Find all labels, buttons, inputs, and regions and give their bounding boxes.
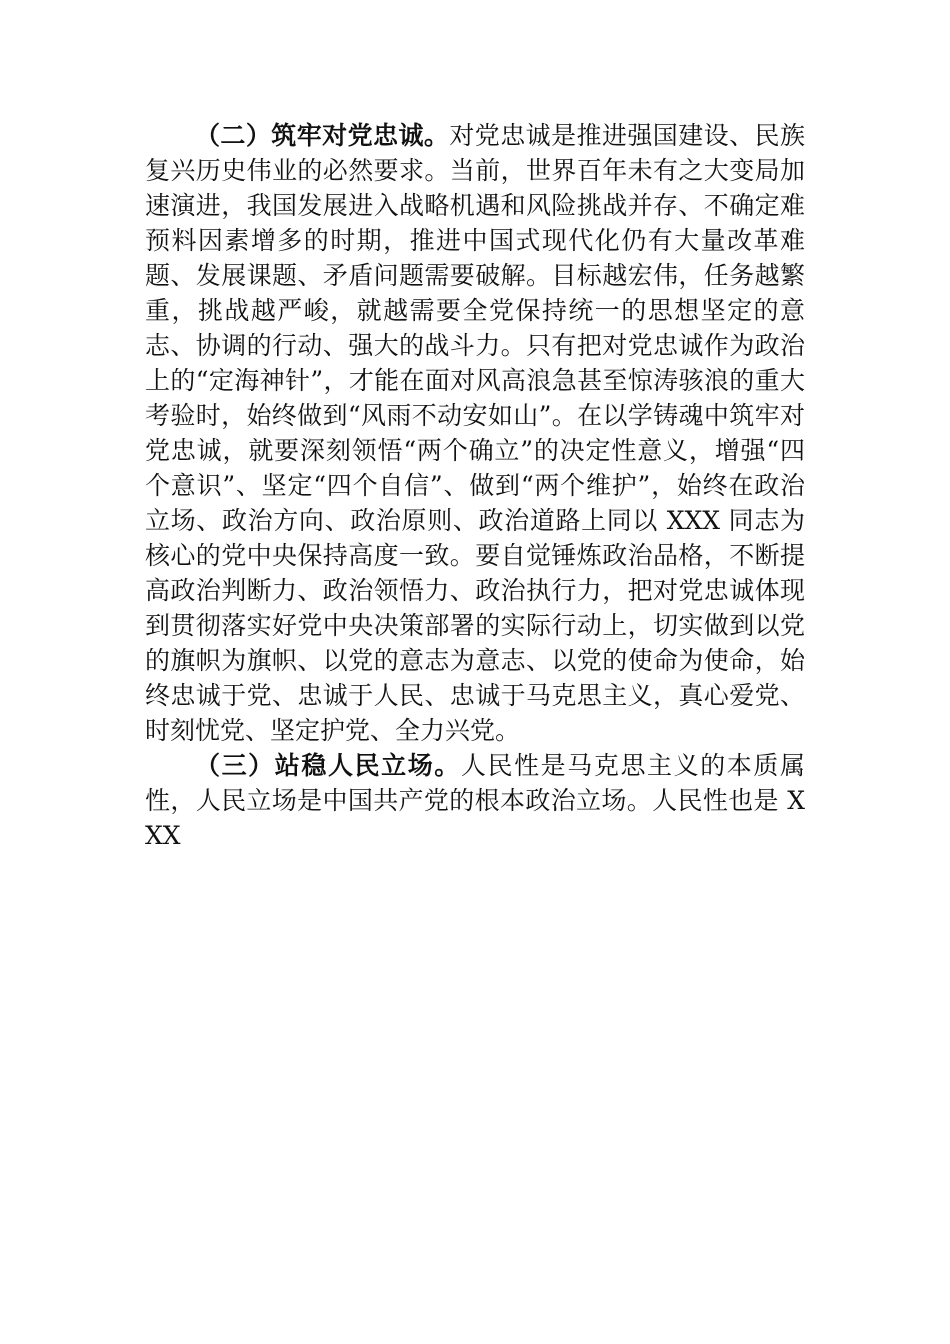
paragraph-text: 对党忠诚是推进强国建设、民族复兴历史伟业的必然要求。当前，世界百年未有之大变局加速演进，我国发展进入战略机遇和风险挑战并存、不确定难预料因素增多的时期，推进中国式现代化仍有大量改革难题、发展课题、矛盾问题需要破解。目标越宏伟，任务越繁重，挑战越严峻，就越需要全党保持统一的思想坚定的意志、协调的行动、强大的战斗力。只有把对党忠诚作为政治上的“定海神针”，才能在面对风高浪急甚至惊涛骇浪的重大考验时，始终做到“风雨不动安如山”。在以学铸魂中筑牢对党忠诚，就要深刻领悟“两个确立”的决定性意义，增强“四个意识”、坚定“四个自信”、做到“两个维护”，始终在政治立场、政治方向、政治原则、政治道路上同以 XXX 同志为核心的党中央保持高度一致。要自觉锤炼政治品格，不断提高政治判断力、政治领悟力、政治执行力，把对党忠诚体现到贯彻落实好党中央决策部署的实际行动上，切实做到以党的旗帜为旗帜、以党的意志为意志、以党的使命为使命，始终忠诚于党、忠诚于人民、忠诚于马克思主义，真心爱党、时刻忧党、坚定护党、全力兴党。 [145, 121, 805, 745]
paragraph-loyalty [145, 118, 805, 748]
document-body [145, 118, 805, 853]
paragraph-heading: （二）筑牢对党忠诚。 [195, 121, 450, 150]
paragraph-heading: （三）站稳人民立场。 [195, 751, 461, 780]
paragraph-text: 人民性是马克思主义的本质属性，人民立场是中国共产党的根本政治立场。人民性也是 XXX [145, 751, 805, 850]
paragraph-people-stance [145, 748, 805, 853]
